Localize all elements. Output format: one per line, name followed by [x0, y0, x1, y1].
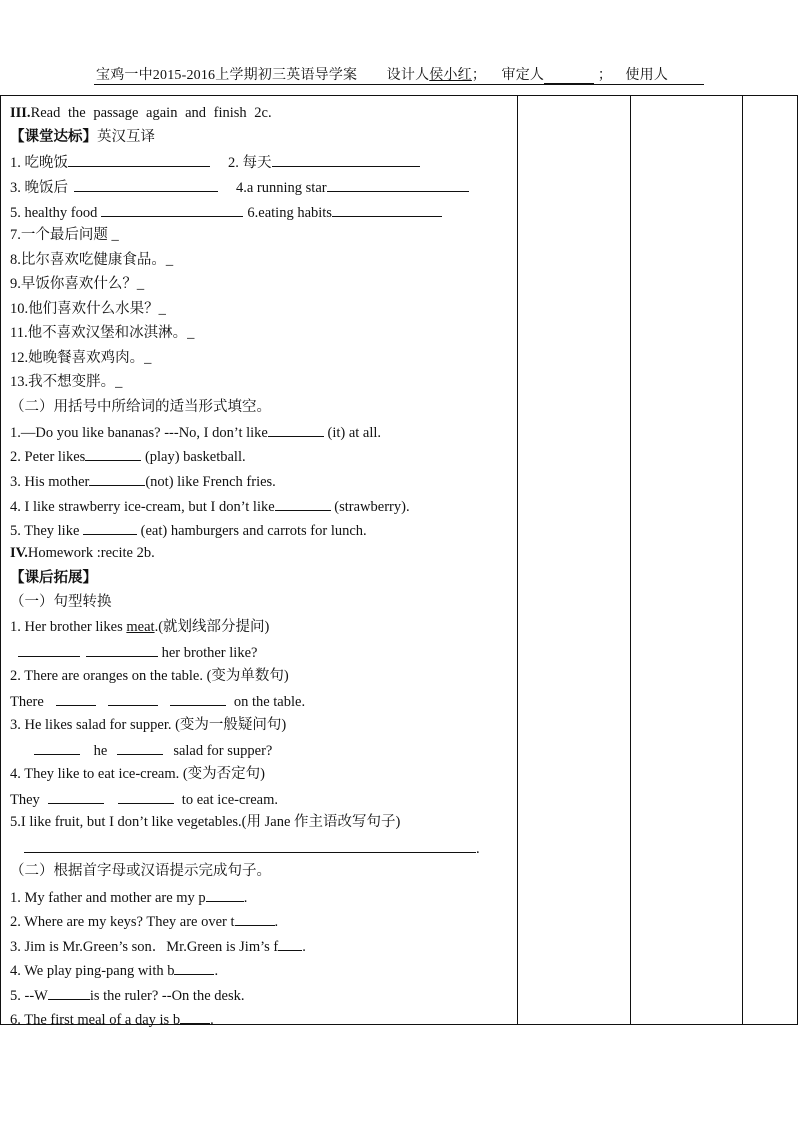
- answer-blank[interactable]: [268, 422, 324, 437]
- fill-item: 2. Peter likes (play) basketball.: [10, 446, 246, 466]
- transform-item: 1. Her brother likes meat.(就划线部分提问): [10, 619, 270, 635]
- fill-item: 1.—Do you like bananas? ---No, I don’t like (it) at all.: [10, 422, 381, 442]
- transform-item: 3. He likes salad for supper. (变为一般疑问句): [10, 717, 287, 733]
- answer-blank[interactable]: [48, 985, 90, 1000]
- completion-item: 6. The first meal of a day is b .: [10, 1009, 214, 1029]
- header-rule: [94, 84, 704, 85]
- answer-blank[interactable]: [48, 789, 104, 804]
- transform-answer: .: [10, 838, 480, 858]
- transform-item: 2. There are oranges on the table. (变为单数句): [10, 668, 289, 684]
- answer-blank[interactable]: [206, 887, 244, 902]
- section-heading: 【课堂达标】英汉互译: [10, 129, 155, 145]
- translate-sentence: 9.早饭你喜欢什么？_: [10, 276, 145, 292]
- user-label: 使用人: [625, 68, 669, 83]
- answer-blank[interactable]: [327, 177, 469, 192]
- translate-sentence: 12.她晚餐喜欢鸡肉。_: [10, 350, 152, 366]
- answer-blank[interactable]: [174, 960, 214, 975]
- answer-blank[interactable]: [278, 936, 302, 951]
- answer-blank[interactable]: [170, 691, 226, 706]
- section-iv: IV.Homework :recite 2b.: [10, 545, 155, 561]
- transform-item: 4. They like to eat ice-cream. (变为否定句): [10, 766, 266, 782]
- fill-item: 4. I like strawberry ice-cream, but I don’t like (strawberry).: [10, 496, 410, 516]
- answer-blank[interactable]: [89, 471, 145, 486]
- page-header: [96, 64, 668, 84]
- answer-blank[interactable]: [117, 740, 163, 755]
- translate-item: 5. healthy food 6.eating habits: [10, 202, 442, 222]
- fill-item: 3. His mother (not) like French fries.: [10, 471, 276, 491]
- translate-sentence: 10.他们喜欢什么水果？_: [10, 301, 166, 317]
- column-divider: [742, 96, 743, 1024]
- transform-item: 5.I like fruit, but I don’t like vegetables.(用 Jane 作主语改写句子): [10, 814, 401, 830]
- answer-blank[interactable]: [180, 1009, 210, 1024]
- completion-item: 3. Jim is Mr.Green’s son．Mr.Green is Jim’s f .: [10, 936, 306, 956]
- section-heading: （二）根据首字母或汉语提示完成句子。: [10, 863, 271, 879]
- header-separator: ；: [597, 68, 613, 83]
- answer-blank[interactable]: [34, 740, 80, 755]
- translate-item: 3. 晚饭后 4.a running star: [10, 177, 469, 197]
- designer-label: 设计人: [386, 68, 430, 83]
- answer-blank[interactable]: [74, 177, 218, 192]
- completion-item: 2. Where are my keys? They are over t .: [10, 911, 278, 931]
- designer-name: 侯小红: [429, 68, 472, 83]
- answer-blank[interactable]: [118, 789, 174, 804]
- transform-answer: They to eat ice-cream.: [10, 789, 278, 809]
- answer-blank[interactable]: [101, 202, 243, 217]
- translate-sentence: 8.比尔喜欢吃健康食品。_: [10, 252, 174, 268]
- answer-blank[interactable]: [108, 691, 158, 706]
- answer-blank[interactable]: [332, 202, 442, 217]
- answer-blank[interactable]: [235, 911, 275, 926]
- translate-sentence: 11.他不喜欢汉堡和冰淇淋。_: [10, 325, 195, 341]
- translate-sentence: 7.一个最后问题 _: [10, 227, 119, 243]
- transform-answer: her brother like?: [10, 642, 257, 662]
- section-heading: 【课后拓展】: [10, 570, 97, 586]
- section-iii: III.Read the passage again and finish 2c.: [10, 105, 272, 121]
- section-heading: （二）用括号中所给词的适当形式填空。: [10, 399, 271, 415]
- header-title: 宝鸡一中2015-2016上学期初三英语导学案: [96, 68, 358, 83]
- answer-blank[interactable]: [83, 520, 137, 535]
- section-heading: （一）句型转换: [10, 594, 112, 610]
- translate-sentence: 13.我不想变胖。_: [10, 374, 123, 390]
- answer-blank[interactable]: [272, 152, 420, 167]
- answer-blank[interactable]: [85, 446, 141, 461]
- answer-blank[interactable]: [275, 496, 331, 511]
- header-separator: ；: [471, 68, 487, 83]
- answer-blank[interactable]: [24, 838, 476, 853]
- reviewer-blank: [544, 69, 594, 84]
- column-divider: [517, 96, 518, 1024]
- completion-item: 4. We play ping-pang with b .: [10, 960, 218, 980]
- fill-item: 5. They like (eat) hamburgers and carrots for lunch.: [10, 520, 367, 540]
- answer-blank[interactable]: [68, 152, 210, 167]
- worksheet-table: [0, 95, 798, 1028]
- answer-blank[interactable]: [18, 642, 80, 657]
- reviewer-label: 审定人: [501, 68, 545, 83]
- column-divider: [630, 96, 631, 1024]
- completion-item: 1. My father and mother are my p .: [10, 887, 247, 907]
- completion-item: 5. --W is the ruler? --On the desk.: [10, 985, 244, 1005]
- translate-item: 1. 吃晚饭 2. 每天: [10, 152, 420, 172]
- transform-answer: There on the table.: [10, 691, 305, 711]
- answer-blank[interactable]: [86, 642, 158, 657]
- answer-blank[interactable]: [56, 691, 96, 706]
- transform-answer: he salad for supper?: [10, 740, 272, 760]
